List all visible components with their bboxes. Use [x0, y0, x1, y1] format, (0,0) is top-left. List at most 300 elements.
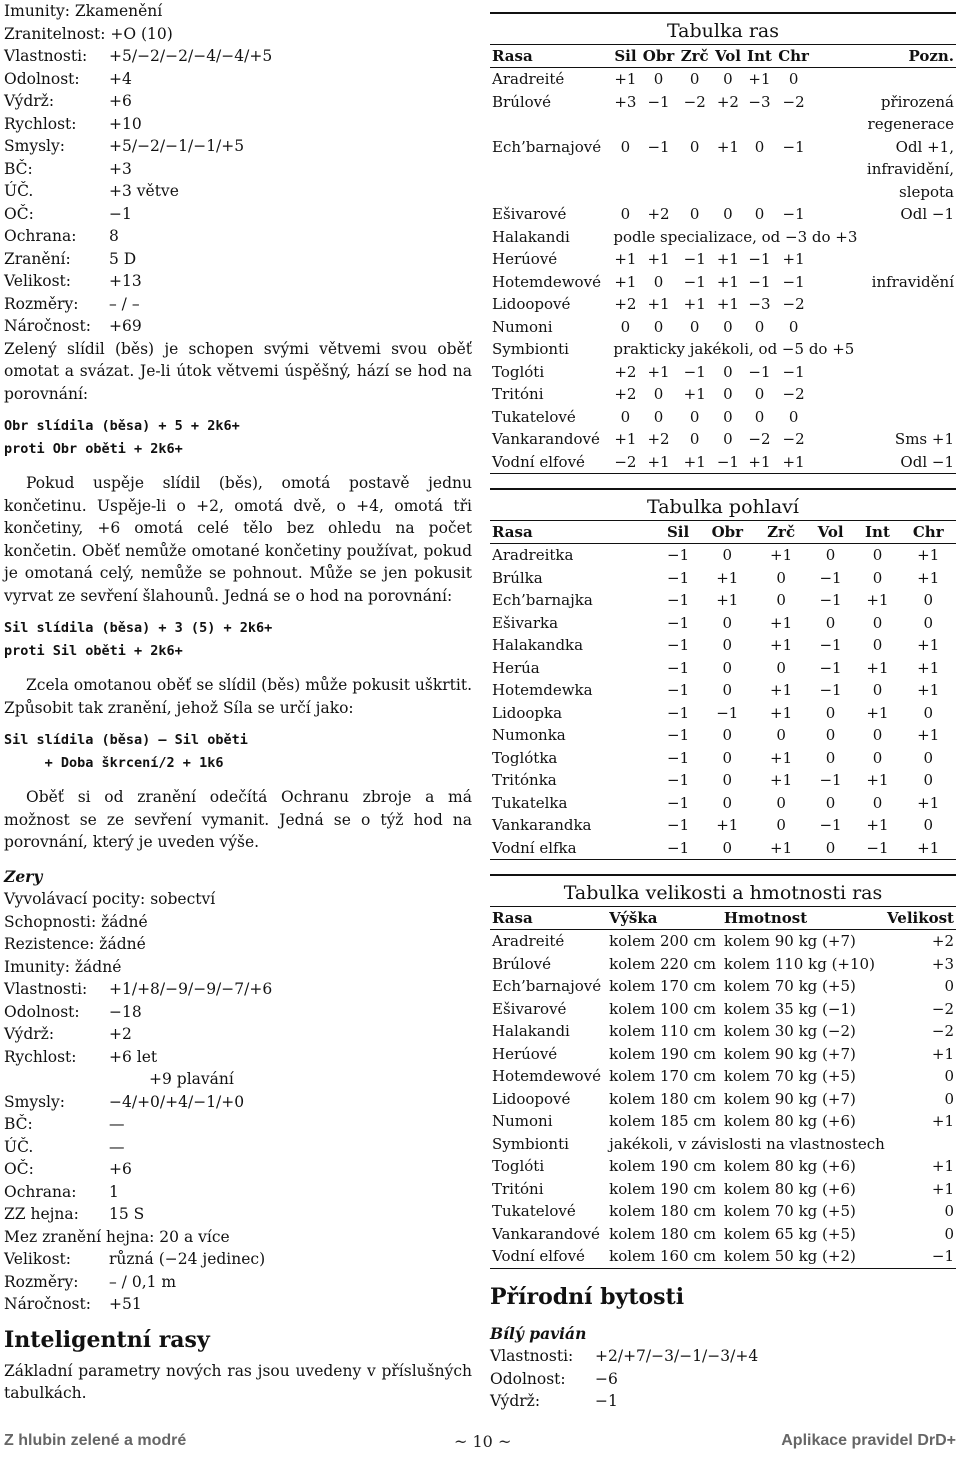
table-cell: +1 — [931, 1179, 954, 1198]
table-cell: Vodní elfka — [490, 837, 657, 860]
table-cell: 0 — [754, 317, 765, 336]
table-cell: −1 — [748, 272, 771, 291]
table-row — [490, 769, 956, 792]
table-cell: 0 — [653, 317, 664, 336]
table-cell: 0 — [776, 568, 786, 587]
stat-row — [4, 293, 472, 316]
table-cell: 0 — [776, 591, 786, 609]
stat-value: +9 plavání — [149, 1070, 234, 1088]
stat-value: +3 větve — [109, 182, 179, 200]
table-cell: Symbionti — [492, 1134, 569, 1153]
table-cell: +1 — [756, 837, 807, 860]
table-cell: kolem 90 kg (+7) — [723, 932, 856, 950]
stat-row — [4, 248, 472, 271]
column-header: Zrč — [756, 521, 807, 544]
table-cell: +1 — [917, 793, 940, 812]
table-row — [490, 998, 956, 1021]
table-cell: 0 — [653, 272, 664, 291]
stat-value: +51 — [109, 1295, 142, 1313]
table-row — [490, 1223, 956, 1246]
table-cell: −1 — [667, 703, 690, 722]
table-cell: +1 — [683, 385, 706, 403]
table-row — [490, 567, 956, 590]
table-cell: 0 — [754, 385, 765, 403]
table-row — [490, 814, 956, 837]
stat-value: +13 — [109, 272, 142, 290]
table-cell: 0 — [872, 568, 883, 587]
table-cell: 0 — [923, 816, 934, 834]
stat-label: Rychlost: — [4, 114, 77, 133]
stat-row — [4, 315, 472, 338]
table-cell: Halakandka — [492, 636, 584, 654]
table-cell: kolem 100 cm — [609, 999, 716, 1018]
table-row — [490, 293, 956, 316]
page-number: ~ 10 ~ — [454, 1432, 512, 1451]
table-cell: Tritóni — [492, 1179, 544, 1198]
table-cell: −2 — [782, 430, 805, 448]
table-row — [490, 383, 956, 406]
stat-label: Velikost: — [4, 272, 71, 290]
table-cell: −1 — [667, 636, 690, 654]
table-cell: −2 — [931, 999, 954, 1018]
table-cell: +1 — [782, 250, 805, 268]
table-cell: kolem 90 kg (+7) — [723, 1089, 856, 1108]
table-cell: Odl −1 — [900, 205, 954, 223]
creature-stats — [4, 888, 472, 1316]
table-cell: 0 — [689, 205, 700, 223]
column-header: Rasa — [490, 907, 607, 930]
table-cell: Tukatelka — [492, 793, 568, 812]
table-cell: −1 — [854, 837, 900, 860]
table-cell: +1 — [917, 658, 940, 677]
table-cell — [812, 293, 956, 316]
stat-value: — — [109, 1115, 125, 1133]
table-cell: 0 — [776, 793, 786, 812]
table-cell: +1 — [683, 295, 706, 313]
table-cell: 0 — [807, 837, 855, 860]
table-cell: Symbionti — [492, 340, 569, 358]
paragraph: Oběť si od zranění odečítá Ochranu zbroje a má možnost se ze sevření vymanit. Jedná se o týž hod na porovnání, který je uveden výše. — [4, 788, 472, 851]
stat-row — [490, 1368, 956, 1391]
table-cell: +1 — [614, 430, 637, 448]
table-row — [490, 953, 956, 976]
table-cell: 0 — [620, 317, 631, 336]
table-cell: −1 — [782, 272, 805, 291]
table-row — [490, 837, 956, 860]
stat-value: – / 0,1 m — [109, 1272, 177, 1291]
stat-value: +6 — [109, 1160, 132, 1178]
stat-value: +6 — [109, 92, 132, 110]
stat-value: různá (−24 jedinec) — [109, 1250, 266, 1268]
table-cell: Tritónka — [492, 771, 557, 789]
table-row — [490, 657, 956, 680]
table-cell: kolem 80 kg (+6) — [723, 1112, 856, 1130]
table-cell: 0 — [872, 636, 883, 654]
table-cell: −2 — [611, 451, 639, 474]
table-cell: Tukatelové — [492, 407, 576, 426]
table-cell: Brúlové — [492, 954, 552, 973]
stat-value: +3 — [109, 159, 132, 178]
table-row — [490, 271, 956, 294]
table-cell: +2 — [614, 295, 637, 313]
stat-value: 1 — [109, 1182, 119, 1201]
table-cell: Ech’barnajové — [492, 137, 602, 156]
table-cell: −2 — [931, 1022, 954, 1040]
table-cell: 0 — [722, 636, 733, 654]
table-cell: +1 — [716, 137, 739, 156]
stat-label: OČ: — [4, 204, 34, 223]
stat-label: Odolnost: — [4, 1002, 80, 1021]
table-cell: +1 — [748, 70, 771, 88]
table-cell: 0 — [944, 977, 954, 995]
table-cell: +2 — [614, 385, 637, 403]
stat-value: – / – — [109, 294, 140, 313]
stat-row — [4, 113, 472, 136]
table-cell: −2 — [782, 385, 805, 403]
table-cell: 0 — [723, 317, 733, 336]
table-row — [490, 747, 956, 770]
stat-row — [4, 933, 472, 956]
table-cell: +1 — [640, 451, 678, 474]
table-row — [490, 1088, 956, 1111]
column-header: Sil — [611, 45, 639, 68]
stat-row — [490, 1345, 956, 1368]
table-cell: +3 — [614, 92, 637, 111]
paragraph: Základní parametry nových ras jsou uvedeny v příslušných tabulkách. — [4, 1361, 472, 1402]
stat-label: Výdrž: — [4, 92, 55, 110]
table-header-row — [490, 45, 956, 68]
stat-value: +69 — [109, 317, 142, 335]
footer-series: Aplikace pravidel DrD+ — [781, 1432, 956, 1449]
formula-line: + Doba škrcení/2 + 1k6 — [4, 754, 224, 771]
table-cell: +2 — [614, 362, 637, 381]
stat-label: Ochrana: — [4, 227, 77, 245]
table-cell: Hotemdewové — [492, 272, 601, 291]
table-row — [490, 451, 956, 474]
table-cell: +1 — [647, 295, 670, 313]
stat-row — [490, 1390, 956, 1413]
formula-line: proti Sil oběti + 2k6+ — [4, 642, 183, 659]
table-title: Tabulka ras — [490, 12, 956, 44]
table-cell: přirozená regenerace — [867, 92, 954, 133]
table-cell: 0 — [722, 658, 733, 677]
formula-line: Obr slídila (běsa) + 5 + 2k6+ — [4, 418, 240, 434]
table-cell — [812, 361, 956, 384]
table-cell: Vodní elfové — [490, 451, 611, 474]
table-cell: Ech’barnajové — [492, 977, 602, 995]
table-cell: 0 — [689, 70, 700, 88]
table-cell: 0 — [754, 137, 765, 156]
stat-value: 8 — [109, 227, 119, 245]
stat-value: +10 — [109, 114, 142, 133]
table-cell: +3 — [931, 954, 954, 973]
table-cell: −1 — [882, 1245, 956, 1268]
table-cell: −1 — [667, 771, 690, 789]
table-cell: +1 — [716, 250, 739, 268]
table-cell: 0 — [923, 591, 934, 609]
table-cell: 0 — [872, 748, 883, 767]
column-header: Pozn. — [812, 45, 956, 68]
stat-value: +6 let — [109, 1047, 158, 1066]
table-cell: −1 — [782, 137, 805, 156]
stat-value: 5 D — [109, 249, 137, 268]
stat-row — [4, 1203, 472, 1226]
table-cell: infravidění — [871, 272, 954, 291]
table-cell: 0 — [723, 430, 733, 448]
table-cell: −2 — [782, 295, 805, 313]
stat-row — [4, 1158, 472, 1181]
stat-row — [4, 1046, 472, 1069]
table-cell: 0 — [689, 430, 700, 448]
table-cell: Toglóti — [492, 1157, 545, 1175]
table-title: Tabulka velikosti a hmotnosti ras — [490, 874, 956, 906]
paragraph: Pokud uspěje slídil (běs), omotá postavě jednu končetinu. Uspěje-li o +2, omotá dvě, o +4, omotá tři končetiny, +6 omotá celé tělo bez ohledu na počet končetin. Oběť nemůže omotané končetiny používat, pokud je omotaná celý, nemůže se pohnout. Může se jen pokusit vyrvat ze sevření šlahounů. Jedná se o hod na porovnání: — [4, 474, 472, 605]
stat-row — [4, 1226, 472, 1249]
table-cell: +1 — [770, 613, 793, 632]
stat-row — [4, 90, 472, 113]
table-cell: −3 — [748, 92, 771, 111]
stat-label: Schopnosti: žádné — [4, 912, 148, 931]
table-row — [490, 544, 956, 567]
stat-label: BČ: — [4, 1115, 33, 1133]
stat-value: +5/−2/−2/−4/−4/+5 — [109, 47, 273, 65]
table-cell: Vankarandové — [492, 430, 600, 448]
table-cell: 0 — [776, 816, 786, 834]
table-cell: −1 — [667, 793, 690, 812]
stat-label: Výdrž: — [490, 1392, 541, 1410]
column-header: Chr — [775, 45, 812, 68]
column-header: Sil — [657, 521, 699, 544]
table-cell: 0 — [923, 748, 934, 767]
table-cell: 0 — [653, 407, 664, 426]
stat-label: Vyvolávací pocity: sobectví — [4, 890, 216, 908]
table-cell: +1 — [917, 726, 940, 744]
stat-value: −4/+0/+4/−1/+0 — [109, 1092, 245, 1111]
table-cell: +1 — [931, 1112, 954, 1130]
table-cell: 0 — [722, 613, 733, 632]
table-header-row — [490, 521, 956, 544]
table-cell: 0 — [699, 837, 756, 860]
column-header: Chr — [900, 521, 956, 544]
stat-label: Zranitelnost: +O (10) — [4, 24, 173, 43]
table-cell: 0 — [723, 362, 733, 381]
table-cell: 0 — [825, 613, 836, 632]
table-cell: kolem 190 cm — [609, 1157, 716, 1175]
table-cell: Brúlka — [492, 568, 543, 587]
stat-row — [4, 1293, 472, 1316]
stat-row — [4, 1001, 472, 1024]
table-cell: Aradreitka — [492, 546, 574, 564]
stat-value: −18 — [109, 1002, 142, 1021]
stat-value: +2 — [109, 1025, 132, 1043]
table-cell: −2 — [782, 92, 805, 111]
formula — [4, 729, 472, 774]
stat-row — [4, 270, 472, 293]
table-cell: 0 — [825, 748, 836, 767]
table-cell: kolem 190 cm — [609, 1179, 716, 1198]
stat-row — [4, 135, 472, 158]
table-cell: 0 — [653, 70, 664, 88]
column-header: Zrč — [678, 45, 712, 68]
table-cell: kolem 160 cm — [607, 1245, 722, 1268]
table-cell: +1 — [770, 636, 793, 654]
table-cell: 0 — [825, 703, 836, 722]
table-cell: 0 — [722, 771, 733, 789]
table-cell: 0 — [923, 771, 934, 789]
table-cell: 0 — [825, 793, 836, 812]
table-cell: +1 — [770, 546, 793, 564]
table-cell: Aradreité — [492, 70, 565, 88]
table-cell: kolem 110 cm — [609, 1022, 716, 1040]
table-cell: kolem 170 cm — [609, 1067, 716, 1085]
column-header: Obr — [699, 521, 756, 544]
table-cell: 0 — [872, 793, 883, 812]
table-row — [490, 679, 956, 702]
stat-label: Odolnost: — [490, 1369, 566, 1388]
stat-label: Velikost: — [4, 1250, 71, 1268]
stat-value: −6 — [595, 1369, 618, 1388]
table-cell: podle specializace, od −3 do +3 — [613, 227, 858, 246]
sizes-table — [490, 906, 956, 1269]
table-cell: kolem 30 kg (−2) — [723, 1022, 856, 1040]
table-cell: −1 — [819, 591, 842, 609]
table-cell: −1 — [819, 636, 842, 654]
stat-value: — — [109, 1137, 125, 1156]
table-cell: 0 — [872, 726, 883, 744]
table-cell: 0 — [722, 546, 733, 564]
table-cell: kolem 185 cm — [609, 1112, 716, 1130]
table-cell: Sms +1 — [894, 430, 954, 448]
table-cell: Odl +1, infravidění, slepota — [866, 137, 954, 201]
table-cell: +1 — [866, 771, 889, 789]
table-cell: kolem 190 cm — [609, 1044, 716, 1063]
table-cell: +1 — [770, 748, 793, 767]
table-cell: Ešivarka — [492, 613, 559, 632]
sizes-table-block — [490, 874, 956, 1269]
table-cell: Numonka — [492, 726, 566, 744]
table-cell: +1 — [866, 591, 889, 609]
table-cell: +1 — [866, 658, 889, 677]
table-cell: 0 — [944, 1224, 954, 1243]
table-cell: 0 — [653, 385, 664, 403]
table-cell: +1 — [866, 703, 889, 722]
table-cell: −1 — [667, 613, 690, 632]
table-cell: 0 — [689, 137, 700, 156]
table-cell: kolem 90 kg (+7) — [723, 1044, 856, 1063]
table-cell: 0 — [923, 703, 934, 722]
stat-row — [4, 978, 472, 1001]
section-heading: Přírodní bytosti — [490, 1283, 685, 1310]
table-row — [490, 428, 956, 451]
table-cell: Lidoopové — [492, 1089, 571, 1108]
table-cell: 0 — [776, 726, 786, 744]
table-title: Tabulka pohlaví — [490, 488, 956, 520]
stat-row — [4, 1091, 472, 1114]
creature-stats — [4, 0, 472, 338]
table-cell: 0 — [620, 137, 631, 156]
table-cell — [812, 316, 956, 339]
table-cell: −1 — [647, 92, 670, 111]
stat-row — [4, 1023, 472, 1046]
stat-label: ÚČ. — [4, 1137, 34, 1156]
table-row — [490, 226, 956, 249]
stat-value: +2/+7/−3/−1/−3/+4 — [595, 1347, 759, 1365]
creature-stats — [490, 1345, 956, 1413]
table-cell: Lidoopové — [492, 295, 571, 313]
stat-row — [4, 158, 472, 181]
stat-value — [162, 0, 472, 23]
table-cell: Herúové — [492, 250, 558, 268]
table-cell: +1 — [716, 568, 739, 587]
stat-label: Rozměry: — [4, 294, 79, 313]
table-cell — [812, 406, 956, 429]
table-cell: 0 — [944, 1202, 954, 1220]
table-cell: −1 — [819, 816, 842, 834]
table-cell: Ešivarové — [492, 999, 567, 1018]
table-row — [490, 724, 956, 747]
table-cell: −1 — [667, 546, 690, 564]
table-cell: 0 — [723, 407, 733, 426]
table-cell: Tukatelové — [492, 1202, 576, 1220]
column-header: Hmotnost — [722, 907, 883, 930]
table-cell: −1 — [667, 658, 690, 677]
table-cell: 0 — [872, 613, 883, 632]
formula — [4, 415, 472, 460]
table-row — [490, 1245, 956, 1268]
table-row — [490, 702, 956, 725]
stat-value: −1 — [595, 1392, 618, 1410]
stat-label: Smysly: — [4, 1092, 65, 1111]
table-cell: 0 — [754, 205, 765, 223]
table-cell: kolem 80 kg (+6) — [723, 1157, 856, 1175]
table-cell: 0 — [825, 546, 836, 564]
races-table-block — [490, 12, 956, 474]
table-cell: 0 — [788, 407, 799, 426]
stat-label: BČ: — [4, 159, 33, 178]
table-cell: prakticky jakékoli, od −5 do +5 — [613, 340, 855, 358]
section-heading: Inteligentní rasy — [4, 1326, 210, 1353]
table-cell: +1 — [917, 636, 940, 654]
table-cell: +2 — [931, 932, 954, 950]
table-cell: +1 — [770, 703, 793, 722]
table-row — [490, 1020, 956, 1043]
stat-label: Vlastnosti: — [4, 47, 88, 65]
stat-row — [4, 1068, 472, 1091]
table-cell: +1 — [931, 1044, 954, 1063]
table-cell: +1 — [770, 771, 793, 789]
table-cell: kolem 110 kg (+10) — [723, 954, 875, 973]
creature-name: Zery — [4, 866, 43, 886]
table-cell: kolem 70 kg (+5) — [723, 1202, 856, 1220]
stat-row — [4, 888, 472, 911]
column-header: Obr — [640, 45, 678, 68]
column-header: Int — [854, 521, 900, 544]
table-row — [490, 1178, 956, 1201]
stat-label: Rychlost: — [4, 1047, 77, 1066]
table-cell: Vodní elfové — [490, 1245, 607, 1268]
table-cell: −2 — [748, 430, 771, 448]
stat-label: Smysly: — [4, 137, 65, 155]
table-row — [490, 612, 956, 635]
stat-label: Imunity: žádné — [4, 957, 122, 976]
stat-value — [173, 23, 472, 46]
table-row — [490, 930, 956, 953]
column-header: Vol — [807, 521, 855, 544]
table-cell: −1 — [819, 681, 842, 699]
left-column — [4, 0, 472, 1405]
table-cell: +1 — [917, 568, 940, 587]
table-cell: −1 — [667, 568, 690, 587]
